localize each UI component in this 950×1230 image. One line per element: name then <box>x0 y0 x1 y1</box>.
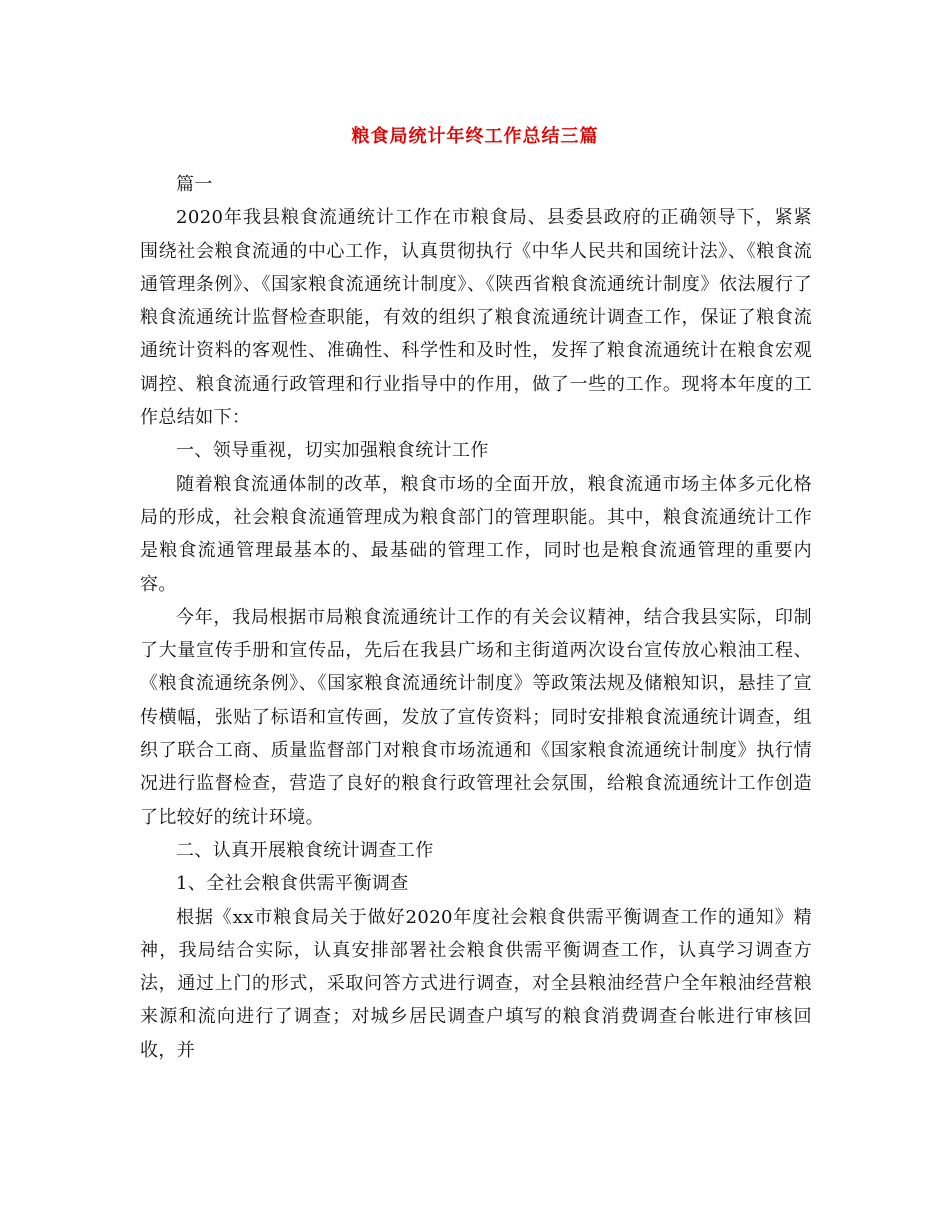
paragraph-reform: 随着粮食流通体制的改革，粮食市场的全面开放，粮食流通市场主体多元化格局的形成，社会粮食流通管理成为粮食部门的管理职能。其中，粮食流通统计工作是粮食流通管理最基本的、最基础的管理工作，同时也是粮食流通管理的重要内容。 <box>140 473 812 595</box>
document-body <box>140 168 812 1067</box>
document-title: 粮食局统计年终工作总结三篇 <box>351 126 599 147</box>
section-heading-leadership: 一、领导重视，切实加强粮食统计工作 <box>176 440 489 462</box>
paragraph-introduction: 2020年我县粮食流通统计工作在市粮食局、县委县政府的正确领导下，紧紧围绕社会粮食流通的中心工作，认真贯彻执行《中华人民共和国统计法》、《粮食流通管理条例》、《国家粮食流通统计制度》、《陕西省粮食流通统计制度》依法履行了粮食流通统计监督检查职能，有效的组织了粮食流通统计调查工作，保证了粮食流通统计资料的客观性、准确性、科学性和及时性，发挥了粮食流通统计在粮食宏观调控、粮食流通行政管理和行业指导中的作用，做了一些的工作。现将本年度的工作总结如下： <box>140 207 812 429</box>
section-heading-survey: 二、认真开展粮食统计调查工作 <box>176 839 434 861</box>
subsection-heading-supply-demand: 1、全社会粮食供需平衡调查 <box>176 873 409 895</box>
section-heading-part-one: 篇一 <box>176 174 213 195</box>
paragraph-survey-details: 根据《xx市粮食局关于做好2020年度社会粮食供需平衡调查工作的通知》精神，我局结合实际，认真安排部署社会粮食供需平衡调查工作，认真学习调查方法，通过上门的形式，采取问答方式进行调查，对全县粮油经营户全年粮油经营粮来源和流向进行了调查；对城乡居民调查户填写的粮食消费调查台帐进行审核回收，并 <box>140 906 812 1061</box>
paragraph-publicity: 今年，我局根据市局粮食流通统计工作的有关会议精神，结合我县实际，印制了大量宣传手册和宣传品，先后在我县广场和主街道两次设台宣传放心粮油工程、《粮食流通统条例》、《国家粮食流通统计制度》等政策法规及储粮知识，悬挂了宣传横幅，张贴了标语和宣传画，发放了宣传资料；同时安排粮食流通统计调查，组织了联合工商、质量监督部门对粮食市场流通和《国家粮食流通统计制度》执行情况进行监督检查，营造了良好的粮食行政管理社会氛围，给粮食流通统计工作创造了比较好的统计环境。 <box>140 606 812 828</box>
